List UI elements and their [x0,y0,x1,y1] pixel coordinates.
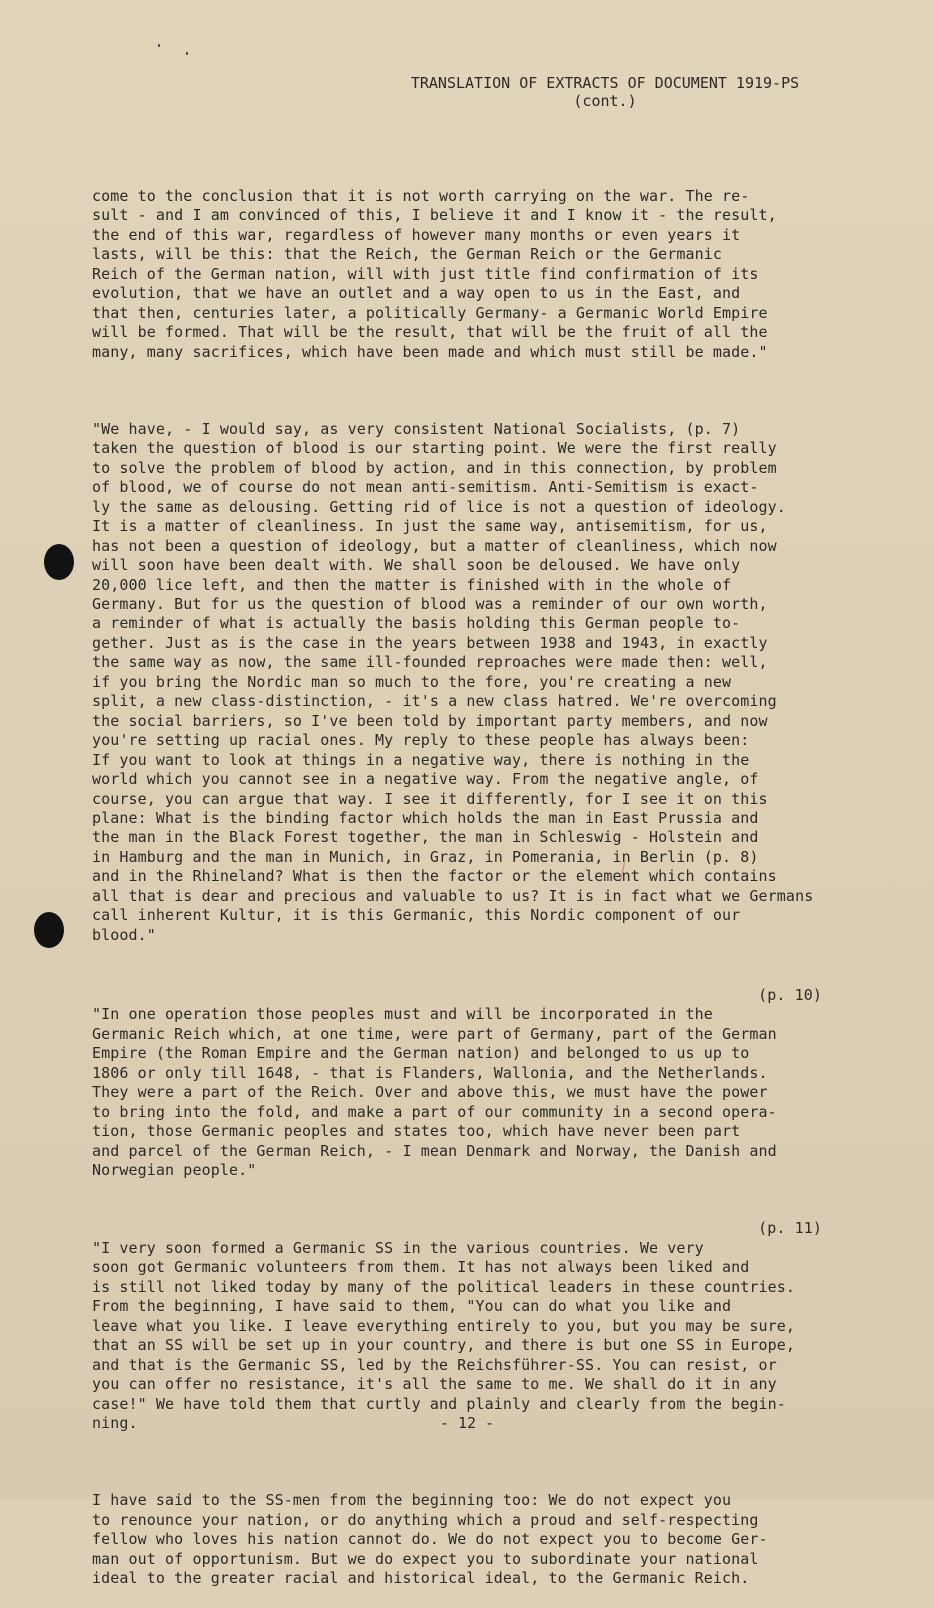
punch-hole [44,544,74,580]
paragraph [92,400,852,945]
paragraph-text: "We have, - I would say, as very consistent National Socialists, (p. 7) taken the question of blood is our starting point. We were the first really to solve the problem of blood by action, and in this connection, by problem of blood, we of course do not mean anti-semitism. Anti-Semitism is exact- ly the same as delousing. Getting rid of lice is not a question of ideology. It is a matter of cleanliness. In just the same way, antisemitism, for us, has not been a question of ideology, but a matter of cleanliness, which now will soon have been dealt with. We shall soon be deloused. We have only 20,000 lice left, and then the matter is finished with in the whole of Germany. But for us the question of blood was a reminder of our own worth, a reminder of what is actually the basis holding this German people to- gether. Just as is the case in the years between 1938 and 1943, in exactly the same way as now, the same ill-founded reproaches were made then: well, if you bring the Nordic man so much to the fore, you're creating a new split, a new class-distinction, - it's a new class hatred. We're overcoming the social barriers, so I've been told by important party members, and now you're setting up racial ones. My reply to these people has always been: If you want to look at things in a negative way, there is nothing in the world which you cannot see in a negative way. From the negative angle, of course, you can argue that way. I see it differently, for I see it on this plane: What is the binding factor which holds the man in East Prussia and the man in the Black Forest together, the man in Schleswig - Holstein and in Hamburg and the man in Munich, in Graz, in Pomerania, in Berlin (p. 8) and in the Rhineland? What is then the factor or the element which contains all that is dear and precious and valuable to us? It is in fact what we Germans call inherent Kultur, it is this Germanic, this Nordic component of our blood." [92,419,814,944]
paragraph [92,167,852,362]
ink-speck [186,52,188,55]
document-body [92,148,852,1608]
paragraph-text: come to the conclusion that it is not worth carrying on the war. The re- sult - and I am convinced of this, I believe it and I know it - the result, the end of this war, regardless of however many months or even years it lasts, will be this: that the Reich, the German Reich or the Germanic Reich of the German nation, will with just title find confirmation of its evolution, that we have an outlet and a way open to us in the East, and that then, centuries later, a politically Germany- a Germanic World Empire will be formed. That will be the result, that will be the fruit of all the many, many sacrifices, which have been made and which must still be made." [92,186,777,361]
page-reference: (p. 11) [758,1219,822,1238]
paragraph [92,1472,852,1589]
page-number: - 12 - [439,1414,495,1432]
paragraph-text: "In one operation those peoples must and will be incorporated in the Germanic Reich which, at one time, were part of Germany, part of the German Empire (the Roman Empire and the German nation) and belonged to us up to 1806 or only till 1648, - that is Flanders, Wallonia, and the Netherlands. They were a part of the Reich. Over and above this, we must have the power to bring into the fold, and make a part of our community in a second opera- tion, those Germanic peoples and states too, which have never been part and parcel of the German Reich, - I mean Denmark and Norway, the Danish and Norwegian people." [92,1005,777,1180]
paragraph [92,967,852,1181]
document-header [370,74,840,110]
punch-hole [34,912,64,948]
document-title: TRANSLATION OF EXTRACTS OF DOCUMENT 1919-PS [410,74,800,92]
document-subtitle: (cont.) [573,92,637,110]
paragraph-text: "I very soon formed a Germanic SS in the various countries. We very soon got Germanic volunteers from them. It has not always been liked and is still not liked today by many of the political leaders in these countries. From the beginning, I have said to them, "You can do what you like and leave what you like. I leave everything entirely to you, but you may be sure, that an SS will be set up in your country, and there is but one SS in Europe, and that is the Germanic SS, led by the Reichsführer-SS. You can resist, or you can offer no resistance, it's all the same to me. We shall do it in any case!" We have told them that curtly and plainly and clearly from the begin- ning. [92,1238,796,1432]
ink-speck [158,44,160,47]
paragraph-text: I have said to the SS-men from the beginning too: We do not expect you to renounce your nation, or do anything which a proud and self-respecting fellow who loves his nation cannot do. We do not expect you to become Ger- man out of opportunism. But we do expect you to subordinate your national ideal to the greater racial and historical ideal, to the Germanic Reich. [92,1491,768,1588]
page-reference: (p. 10) [758,986,822,1005]
paragraph [92,1200,852,1433]
